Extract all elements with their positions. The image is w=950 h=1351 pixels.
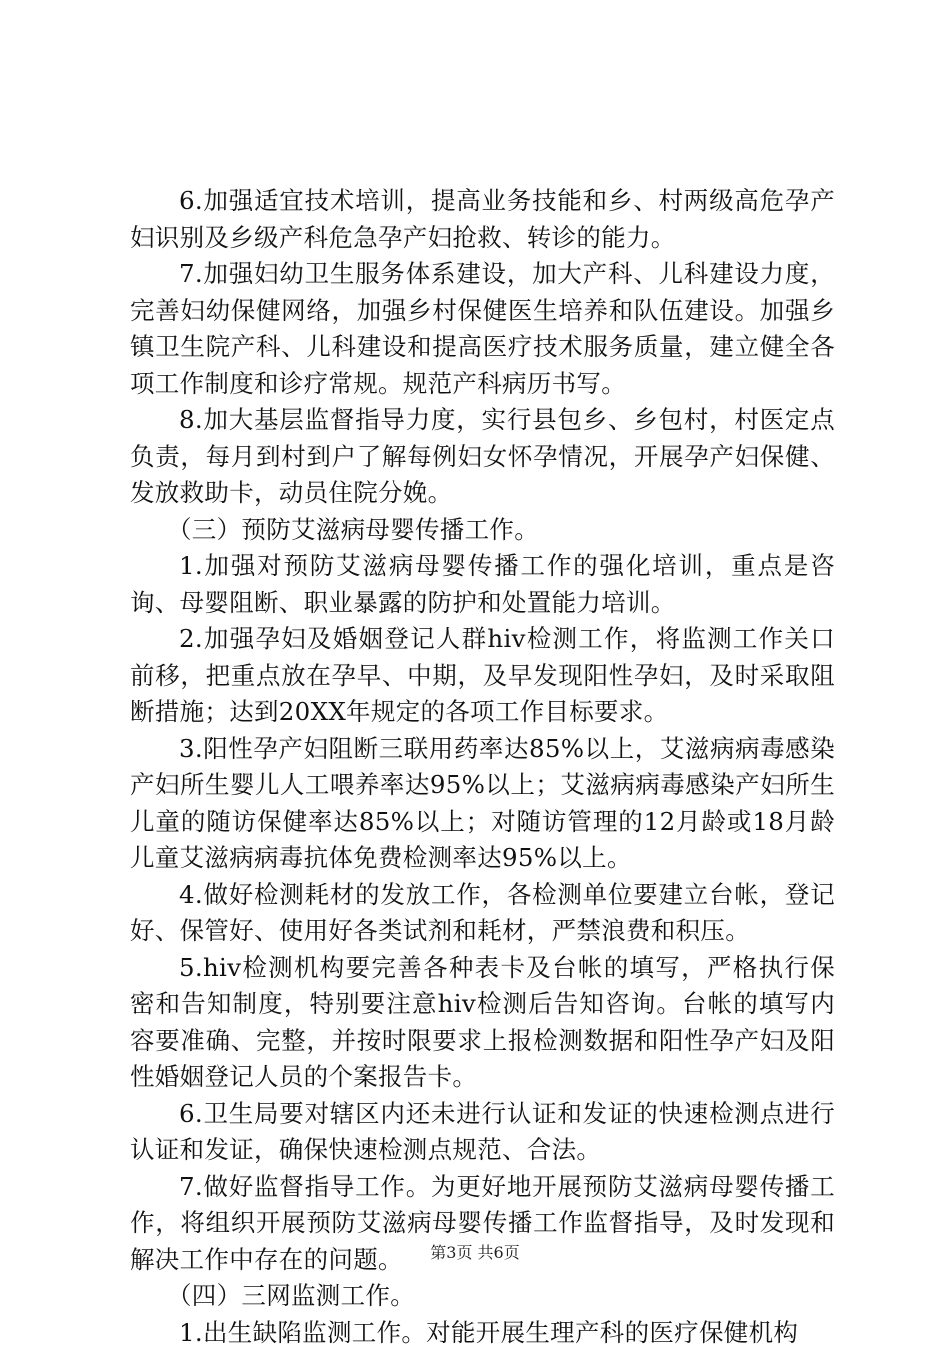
document-body	[130, 183, 835, 1351]
paragraph-item-7-system-building: 7.加强妇幼卫生服务体系建设，加大产科、儿科建设力度，完善妇幼保健网络，加强乡村保健医生培养和队伍建设。加强乡镇卫生院产科、儿科建设和提高医疗技术服务质量，建立健全各项工作制度和诊疗常规。规范产科病历书写。	[130, 256, 835, 402]
paragraph-aids-item-6: 6.卫生局要对辖区内还未进行认证和发证的快速检测点进行认证和发证，确保快速检测点规范、合法。	[130, 1096, 835, 1169]
page-number-footer: 第3页 共6页	[0, 1243, 950, 1263]
section-heading-aids-prevention: （三）预防艾滋病母婴传播工作。	[130, 512, 835, 549]
paragraph-item-6-training: 6.加强适宜技术培训，提高业务技能和乡、村两级高危孕产妇识别及乡级产科危急孕产妇抢救、转诊的能力。	[130, 183, 835, 256]
paragraph-aids-item-1: 1.加强对预防艾滋病母婴传播工作的强化培训，重点是咨询、母婴阻断、职业暴露的防护和处置能力培训。	[130, 548, 835, 621]
section-heading-three-networks: （四）三网监测工作。	[130, 1278, 835, 1315]
paragraph-aids-item-4: 4.做好检测耗材的发放工作，各检测单位要建立台帐，登记好、保管好、使用好各类试剂和耗材，严禁浪费和积压。	[130, 877, 835, 950]
paragraph-item-8-supervision: 8.加大基层监督指导力度，实行县包乡、乡包村，村医定点负责，每月到村到户了解每例妇女怀孕情况，开展孕产妇保健、发放救助卡，动员住院分娩。	[130, 402, 835, 512]
paragraph-aids-item-7: 7.做好监督指导工作。为更好地开展预防艾滋病母婴传播工作，将组织开展预防艾滋病母婴传播工作监督指导，及时发现和解决工作中存在的问题。	[130, 1169, 835, 1279]
paragraph-aids-item-5: 5.hiv检测机构要完善各种表卡及台帐的填写，严格执行保密和告知制度，特别要注意hiv检测后告知咨询。台帐的填写内容要准确、完整，并按时限要求上报检测数据和阳性孕产妇及阳性婚姻登记人员的个案报告卡。	[130, 950, 835, 1096]
paragraph-monitoring-item-1: 1.出生缺陷监测工作。对能开展生理产科的医疗保健机构	[130, 1315, 835, 1351]
paragraph-aids-item-3: 3.阳性孕产妇阻断三联用药率达85%以上，艾滋病病毒感染产妇所生婴儿人工喂养率达95%以上；艾滋病病毒感染产妇所生儿童的随访保健率达85%以上；对随访管理的12月龄或18月龄儿童艾滋病病毒抗体免费检测率达95%以上。	[130, 731, 835, 877]
paragraph-aids-item-2: 2.加强孕妇及婚姻登记人群hiv检测工作，将监测工作关口前移，把重点放在孕早、中期，及早发现阳性孕妇，及时采取阻断措施；达到20XX年规定的各项工作目标要求。	[130, 621, 835, 731]
